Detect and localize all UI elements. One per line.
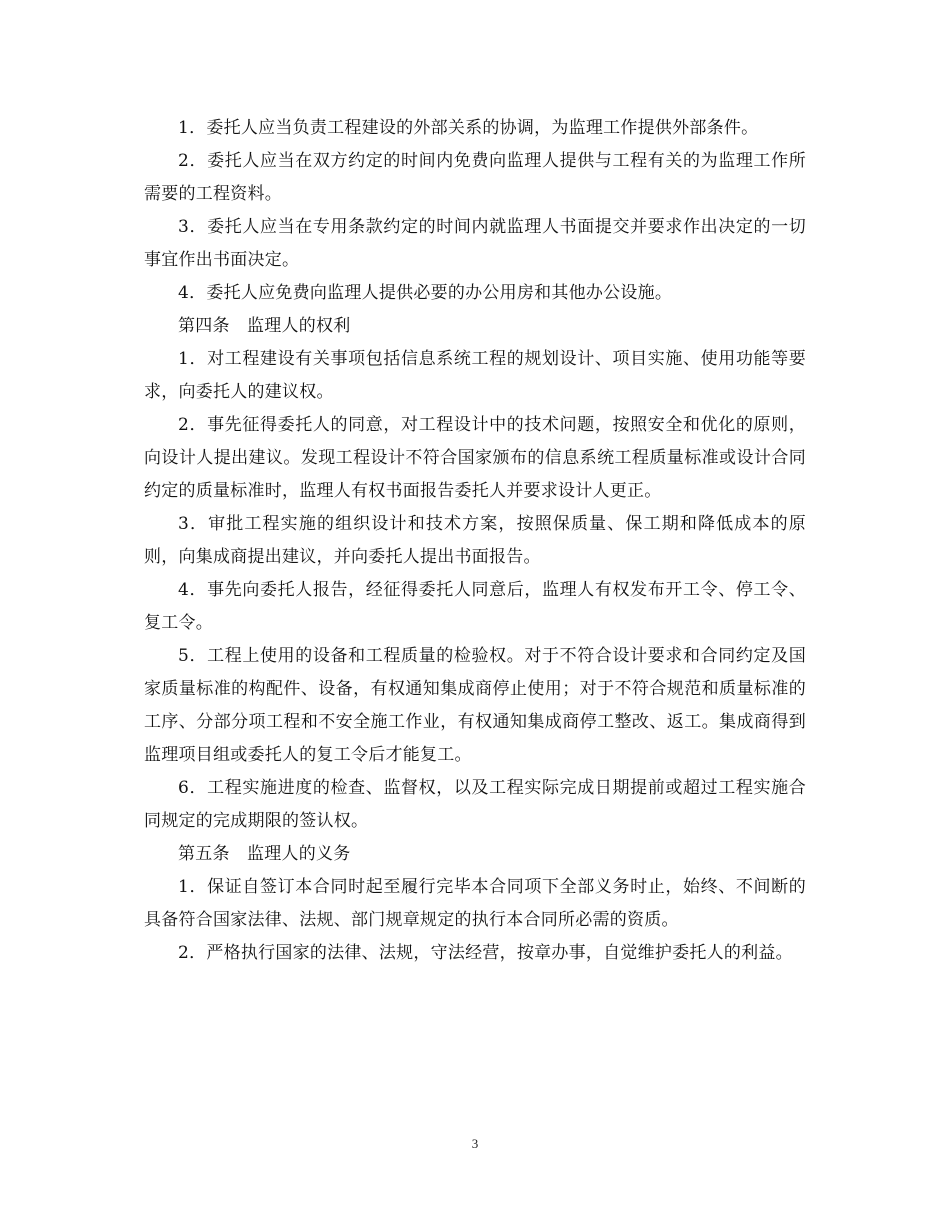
paragraph-right-2: 2．事先征得委托人的同意，对工程设计中的技术问题，按照安全和优化的原则，向设计人提出建议。发现工程设计不符合国家颁布的信息系统工程质量标准或设计合同约定的质量标准时，监理人有权书面报告委托人并要求设计人更正。 [144, 415, 806, 501]
page-number: 3 [471, 1136, 479, 1151]
paragraph-duty-1: 1．保证自签订本合同时起至履行完毕本合同项下全部义务时止，始终、不间断的具备符合国家法律、法规、部门规章规定的执行本合同所必需的资质。 [144, 877, 806, 930]
paragraph-right-1: 1．对工程建设有关事项包括信息系统工程的规划设计、项目实施、使用功能等要求，向委托人的建议权。 [144, 349, 806, 402]
section-heading-article-4: 第四条 监理人的权利 [178, 316, 351, 336]
section-heading-article-5: 第五条 监理人的义务 [178, 844, 351, 864]
paragraph-obligation-2: 2．委托人应当在双方约定的时间内免费向监理人提供与工程有关的为监理工作所需要的工程资料。 [144, 151, 806, 204]
paragraph-duty-2: 2．严格执行国家的法律、法规，守法经营，按章办事，自觉维护委托人的利益。 [178, 943, 793, 963]
paragraph-obligation-1: 1．委托人应当负责工程建设的外部关系的协调，为监理工作提供外部条件。 [178, 118, 759, 138]
paragraph-right-6: 6．工程实施进度的检查、监督权，以及工程实际完成日期提前或超过工程实施合同规定的完成期限的签认权。 [144, 778, 806, 831]
paragraph-obligation-4: 4．委托人应免费向监理人提供必要的办公用房和其他办公设施。 [178, 283, 673, 303]
document-body [144, 112, 806, 970]
paragraph-obligation-3: 3．委托人应当在专用条款约定的时间内就监理人书面提交并要求作出决定的一切事宜作出书面决定。 [144, 217, 806, 270]
paragraph-right-5: 5．工程上使用的设备和工程质量的检验权。对于不符合设计要求和合同约定及国家质量标准的构配件、设备，有权通知集成商停止使用；对于不符合规范和质量标准的工序、分部分项工程和不安全施工作业，有权通知集成商停工整改、返工。集成商得到监理项目组或委托人的复工令后才能复工。 [144, 646, 806, 765]
paragraph-right-3: 3．审批工程实施的组织设计和技术方案，按照保质量、保工期和降低成本的原则，向集成商提出建议，并向委托人提出书面报告。 [144, 514, 806, 567]
paragraph-right-4: 4．事先向委托人报告，经征得委托人同意后，监理人有权发布开工令、停工令、复工令。 [144, 580, 806, 633]
